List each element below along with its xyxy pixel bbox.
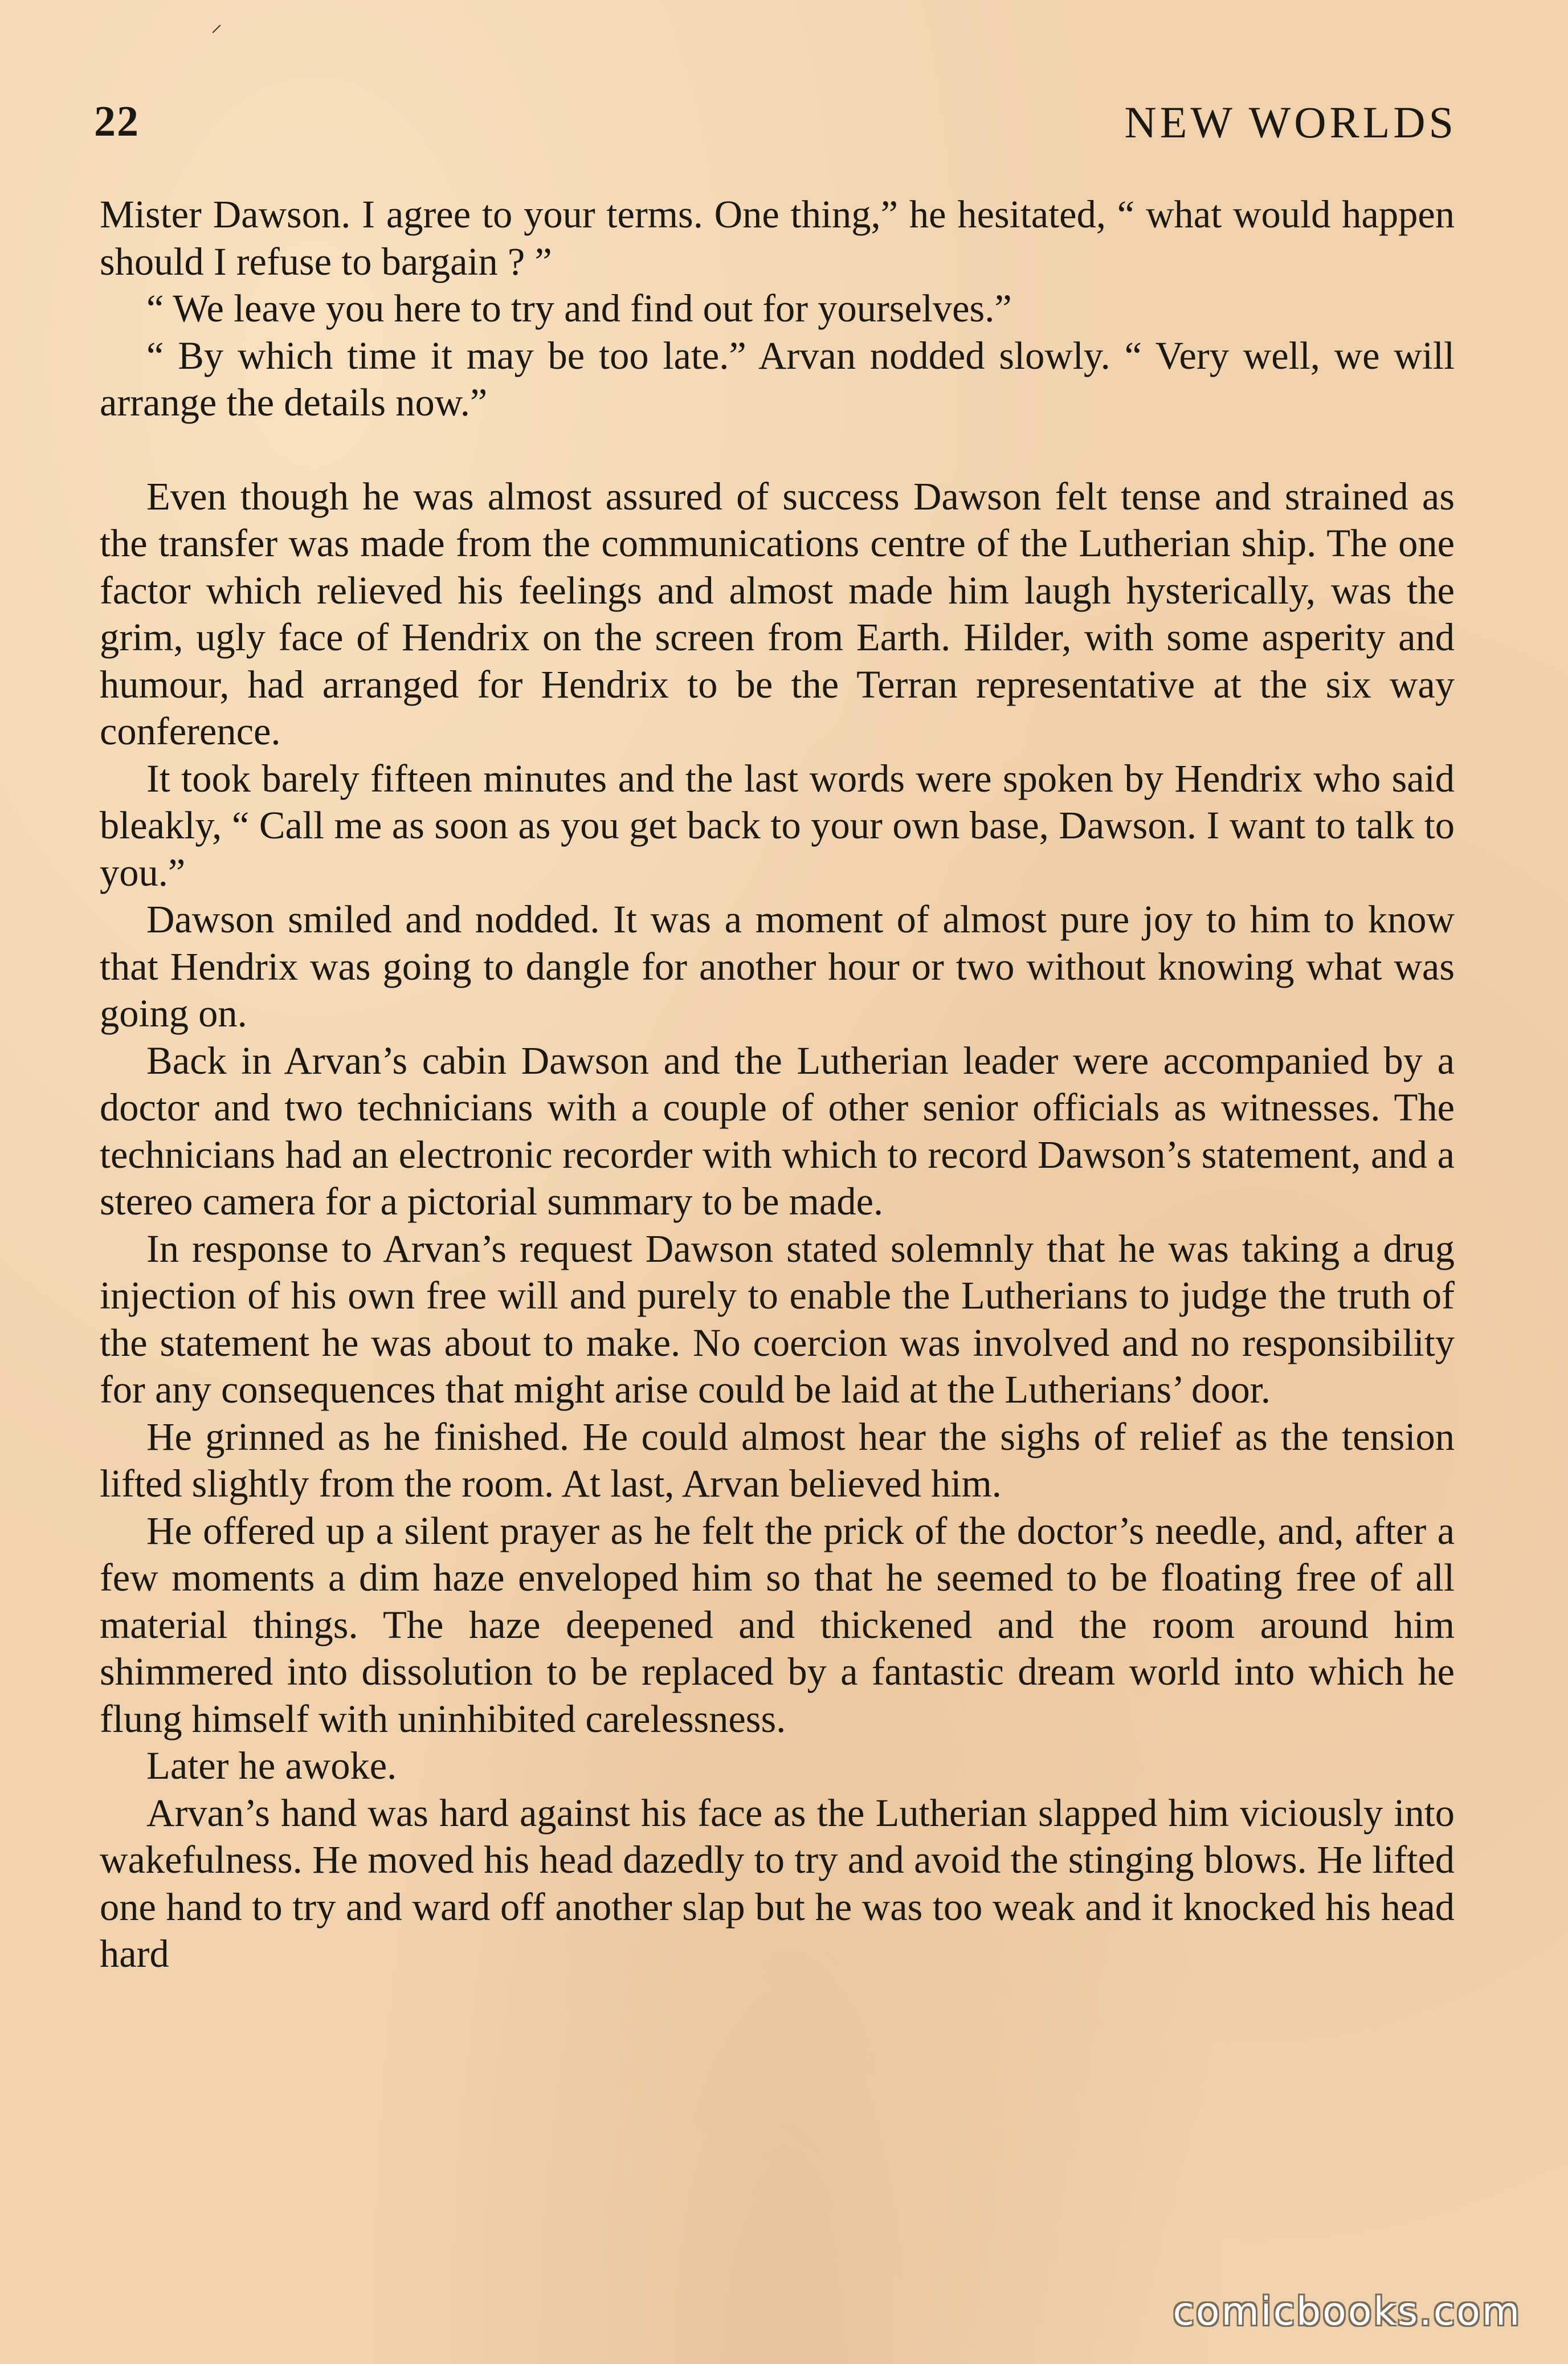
watermark: comicbooks.com [1173,2289,1521,2334]
page-number: 22 [94,97,140,145]
paragraph: Dawson smiled and nodded. It was a moment of almost pure joy to him to know that Hendrix was going to dangle for another hour or two without knowing what was going on. [100,898,1455,1035]
running-title: NEW WORLDS [1124,97,1457,147]
pencil-mark-icon: ⸝ [211,11,222,36]
paragraph: In response to Arvan’s request Dawson stated solemnly that he was taking a drug injection of his own free will and purely to enable the Lutherians to judge the truth of the statement he was about to make. No coercion was involved and no responsibility for any consequences that might arise could be laid at the Lutherians’ door. [100,1226,1455,1411]
paragraph: He grinned as he finished. He could almost hear the sighs of relief as the tension lifted slightly from the room. At last, Arvan believed him. [100,1415,1455,1505]
page-header [94,97,1457,160]
paragraph: It took barely fifteen minutes and the last words were spoken by Hendrix who said bleakly, “ Call me as soon as you get back to your own base, Dawson. I want to talk to you.” [100,756,1455,894]
paragraph: “ By which time it may be too late.” Arvan nodded slowly. “ Very well, we will arrange the details now.” [100,333,1455,424]
paragraph: Later he awoke. [146,1744,397,1787]
paragraph: Arvan’s hand was hard against his face as the Lutherian slapped him viciously into wakefulness. He moved his head dazedly to try and avoid the stinging blows. He lifted one hand to try and ward off another slap but he was too weak and it knocked his head hard [100,1791,1455,1975]
paragraph: “ We leave you here to try and find out for yourselves.” [146,287,1012,330]
paragraph: He offered up a silent prayer as he felt the prick of the doctor’s needle, and, after a few moments a dim haze enveloped him so that he seemed to be floating free of all material things. The haze deepened and thickened and the room around him shimmered into dissolution to be replaced by a fantastic dream world into which he flung himself with uninhibited carelessness. [100,1509,1455,1741]
paragraph: Even though he was almost assured of success Dawson felt tense and strained as the transfer was made from the communications centre of the Lutherian ship. The one factor which relieved his feelings and almost made him laugh hysterically, was the grim, ugly face of Hendrix on the screen from Earth. Hilder, with some asperity and humour, had arranged for Hendrix to be the Terran representative at the six way conference. [100,474,1455,753]
paragraph: Back in Arvan’s cabin Dawson and the Lutherian leader were accompanied by a doctor and two technicians with a couple of other senior officials as witnesses. The technicians had an electronic recorder with which to record Dawson’s statement, and a stereo camera for a pictorial summary to be made. [100,1038,1455,1223]
paragraph: Mister Dawson. I agree to your terms. One thing,” he hesitated, “ what would happen should I refuse to bargain ? ” [100,193,1455,283]
story-text [100,191,1455,1978]
